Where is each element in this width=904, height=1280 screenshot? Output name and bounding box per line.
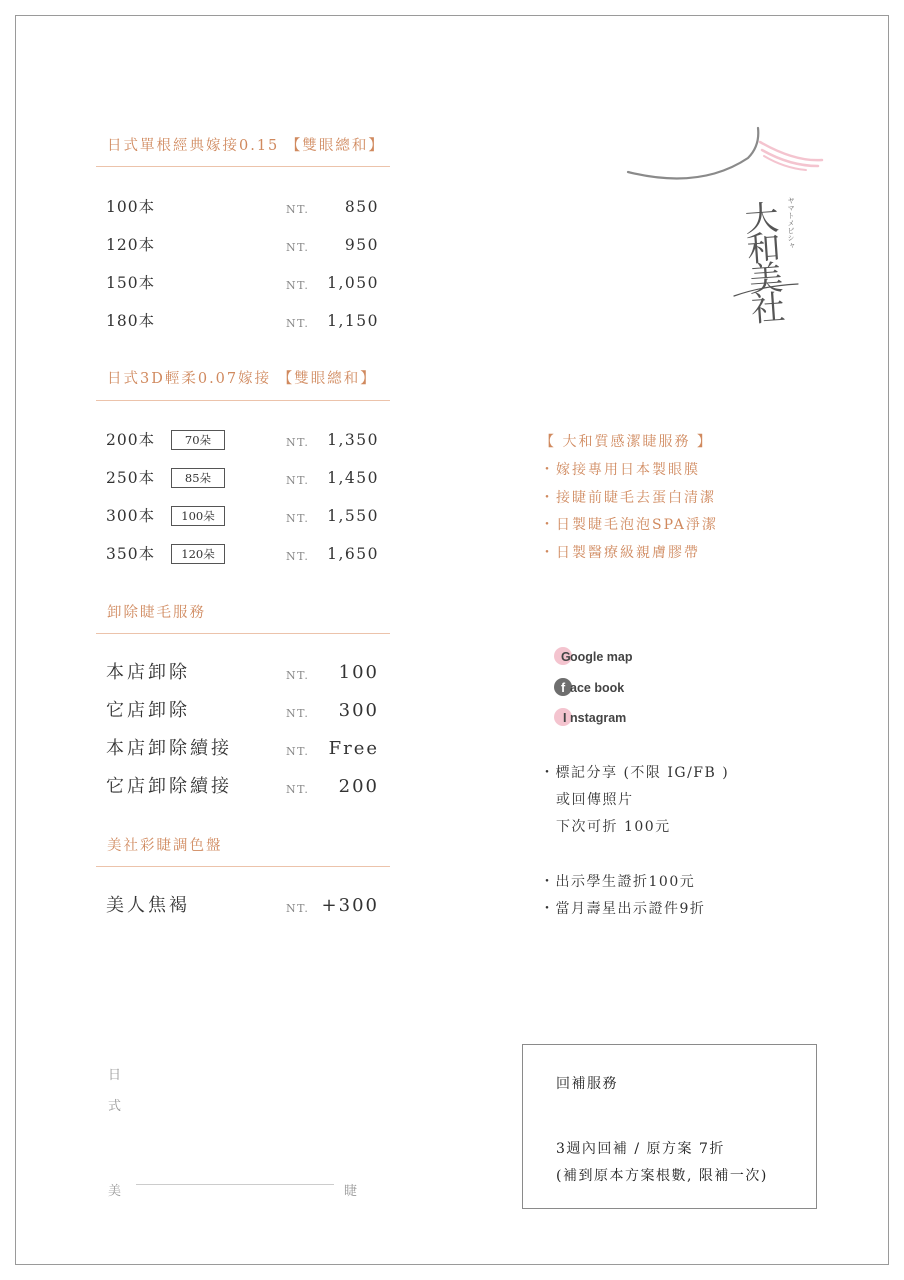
section-divider — [96, 866, 390, 867]
google-letter: G — [561, 650, 571, 664]
service-item: ・日製醫療級親膚膠帶 — [540, 545, 700, 561]
section-title-removal: 卸除睫毛服務 — [107, 605, 206, 621]
currency-label: NT. — [286, 550, 310, 563]
price-row — [0, 541, 390, 567]
row-price: 100 — [338, 662, 379, 683]
refill-line2: (補到原本方案根數, 限補一次) — [556, 1168, 768, 1184]
row-label: 350本 — [106, 545, 156, 563]
row-label: 本店卸除 — [106, 662, 190, 683]
services-title: 【 大和質感潔睫服務 】 — [540, 434, 713, 450]
currency-label: NT. — [286, 436, 310, 449]
row-price: 1,650 — [327, 545, 379, 563]
currency-label: NT. — [286, 241, 310, 254]
currency-label: NT. — [286, 783, 310, 796]
section-title-palette: 美社彩睫調色盤 — [107, 838, 223, 854]
row-price: Free — [328, 738, 379, 759]
promo-birthday: ・當月壽星出示證件9折 — [540, 901, 706, 917]
currency-label: NT. — [286, 317, 310, 330]
promo-student: ・出示學生證折100元 — [540, 874, 696, 890]
price-row — [0, 893, 390, 919]
price-row — [0, 774, 390, 800]
section-divider — [96, 400, 390, 401]
instagram-link[interactable] — [554, 707, 674, 729]
row-label: 它店卸除續接 — [106, 776, 232, 797]
count-tag: 100朵 — [171, 506, 225, 526]
price-row — [0, 736, 390, 762]
section-title-classic: 日式單根經典嫁接0.15 【雙眼總和】 — [107, 138, 385, 154]
currency-label: NT. — [286, 474, 310, 487]
promo-share-line2: 或回傳照片 — [556, 792, 634, 808]
row-price: +300 — [321, 895, 379, 916]
logo-swash — [732, 280, 802, 300]
row-label: 150本 — [106, 274, 156, 292]
currency-label: NT. — [286, 745, 310, 758]
currency-label: NT. — [286, 203, 310, 216]
facebook-link[interactable] — [554, 677, 674, 699]
footer-line — [136, 1184, 334, 1185]
row-label: 120本 — [106, 236, 156, 254]
row-price: 950 — [344, 236, 379, 254]
row-label: 250本 — [106, 469, 156, 487]
footer-right-char: 睫 — [344, 1184, 358, 1199]
row-label: 它店卸除 — [106, 700, 190, 721]
price-row — [0, 503, 390, 529]
service-item: ・嫁接專用日本製眼膜 — [540, 462, 700, 478]
row-price: 1,450 — [327, 469, 379, 487]
row-label: 美人焦褐 — [106, 895, 190, 916]
row-label: 100本 — [106, 198, 156, 216]
row-price: 850 — [344, 198, 379, 216]
row-label: 180本 — [106, 312, 156, 330]
instagram-label: nstagram — [570, 711, 627, 725]
count-tag: 120朵 — [171, 544, 225, 564]
section-divider — [96, 166, 390, 167]
footer-vertical-char: 式 — [108, 1099, 122, 1114]
footer-left-char: 美 — [108, 1184, 122, 1199]
instagram-letter: I — [563, 711, 567, 725]
row-price: 200 — [338, 776, 379, 797]
logo-name: 大和美社 — [743, 198, 787, 331]
logo-kana: ヤマトメビシャ — [787, 197, 795, 250]
currency-label: NT. — [286, 512, 310, 525]
row-price: 1,050 — [327, 274, 379, 292]
price-row — [0, 270, 390, 296]
refill-title: 回補服務 — [556, 1076, 618, 1092]
count-tag: 70朵 — [171, 430, 225, 450]
row-label: 本店卸除續接 — [106, 738, 232, 759]
price-row — [0, 308, 390, 334]
row-price: 1,350 — [327, 431, 379, 449]
eyelash-logo-graphic — [620, 120, 830, 190]
service-item: ・接睫前睫毛去蛋白清潔 — [540, 490, 716, 506]
currency-label: NT. — [286, 669, 310, 682]
refill-service-box — [522, 1044, 817, 1209]
section-title-3d-soft: 日式3D輕柔0.07嫁接 【雙眼總和】 — [107, 371, 377, 387]
price-row — [0, 698, 390, 724]
google-map-link[interactable] — [554, 646, 674, 668]
service-item: ・日製睫毛泡泡SPA淨潔 — [540, 517, 718, 533]
price-row — [0, 232, 390, 258]
google-map-label: oogle map — [570, 650, 633, 664]
price-row — [0, 465, 390, 491]
currency-label: NT. — [286, 279, 310, 292]
count-tag: 85朵 — [171, 468, 225, 488]
row-price: 1,150 — [327, 312, 379, 330]
row-price: 1,550 — [327, 507, 379, 525]
currency-label: NT. — [286, 902, 310, 915]
price-row — [0, 194, 390, 220]
promo-share-line3: 下次可折 100元 — [556, 819, 671, 835]
row-label: 200本 — [106, 431, 156, 449]
currency-label: NT. — [286, 707, 310, 720]
row-label: 300本 — [106, 507, 156, 525]
price-row — [0, 427, 390, 453]
price-row — [0, 660, 390, 686]
facebook-letter: f — [561, 681, 566, 695]
refill-line1: 3週內回補 / 原方案 7折 — [556, 1141, 725, 1157]
section-divider — [96, 633, 390, 634]
row-price: 300 — [338, 700, 379, 721]
promo-share: ・標記分享 (不限 IG/FB ) — [540, 765, 730, 781]
facebook-label: ace book — [570, 681, 625, 695]
footer-vertical-char: 日 — [108, 1068, 122, 1083]
